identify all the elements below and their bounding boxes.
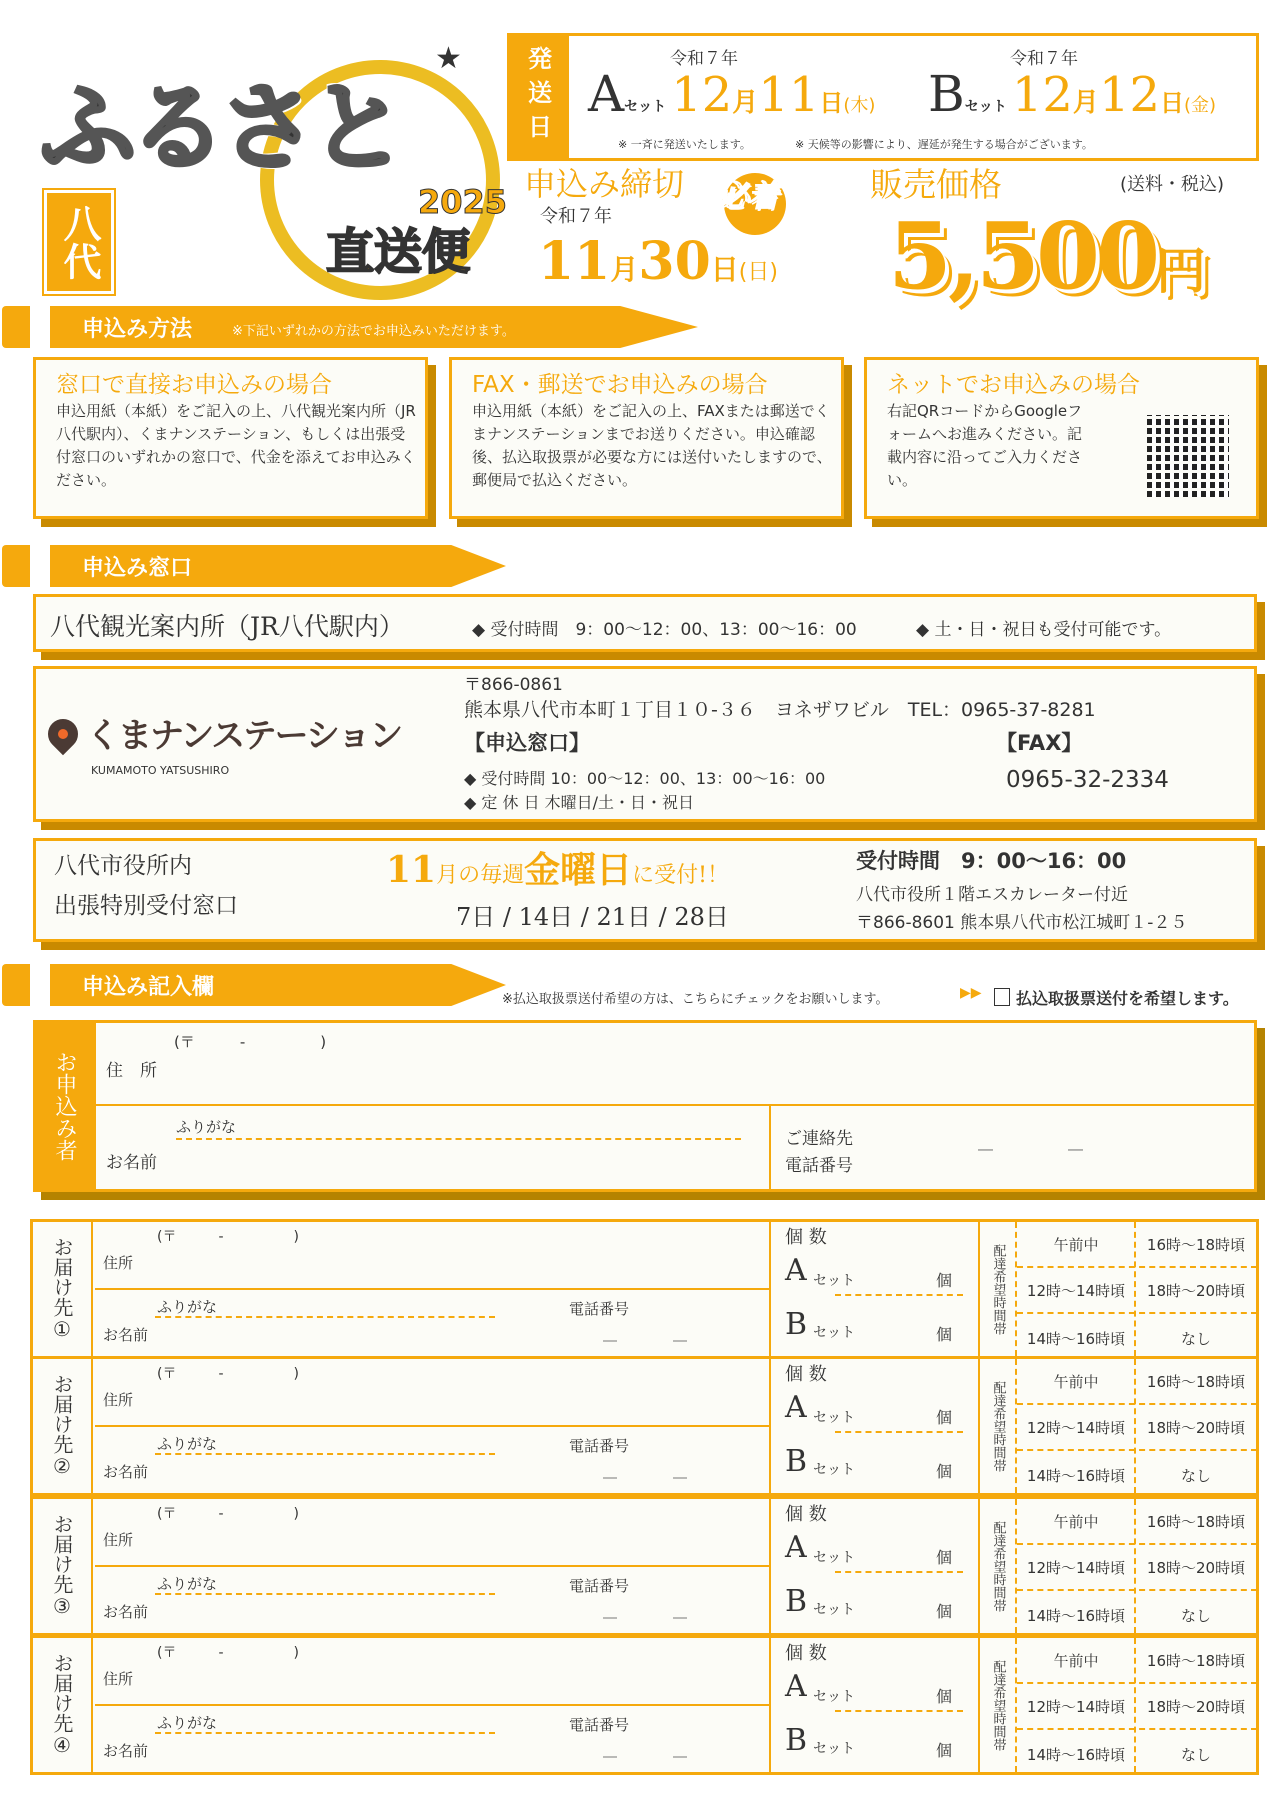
day-unit: 日 [819, 89, 844, 117]
shipping-label-text: 発送日 [523, 46, 552, 148]
quantity-field[interactable] [771, 1638, 978, 1772]
time-option[interactable]: 16時〜18時頃 [1146, 1373, 1246, 1391]
shipping-note-2: ※ 天候等の影響により、遅延が発生する場合がございます。 [795, 138, 1093, 151]
applicant-name-field[interactable] [96, 1106, 771, 1189]
delivery-label-text: お届け先① [50, 1237, 74, 1341]
time-label [980, 1499, 1016, 1633]
count-label: 個 数 [785, 1643, 827, 1664]
delivery-name-field[interactable] [95, 1427, 515, 1495]
deadline-title: 申込み締切 [524, 165, 685, 203]
month: 11 [538, 231, 611, 292]
phone-label: 電話番号 [569, 1577, 630, 1595]
method-body: 申込用紙（本紙）をご記入の上、八代観光案内所（JR八代駅内）、くまナンステーション、もしくは出張受付窓口のいずれかの窓口で、代金を添えてお申込みください。 [56, 402, 416, 489]
section-marker [2, 306, 30, 348]
delivery-address-field[interactable] [95, 1499, 769, 1567]
set-a-suffix: セット [813, 1689, 855, 1705]
city-headline [386, 849, 729, 892]
kumanan-zip: 〒866-0861 [464, 675, 563, 695]
double-arrow-icon: ▶▶ [960, 985, 982, 1001]
dow: (木) [843, 95, 876, 116]
time-option[interactable]: 午前中 [1053, 1652, 1099, 1670]
logo-main: ふるさと [40, 72, 400, 184]
set-a-line [835, 1571, 963, 1573]
set-b-suffix: セット [813, 1325, 855, 1341]
set-b-suffix: セット [813, 1741, 855, 1757]
set-a-letter: A [785, 1669, 807, 1704]
furigana-label: ふりがな [157, 1575, 218, 1593]
contact-label: ご連絡先 [785, 1129, 853, 1149]
dow-text: 金 [1191, 95, 1210, 116]
delivery-label [33, 1638, 93, 1772]
section-form-header [2, 964, 512, 1006]
applicant-address-field[interactable] [96, 1023, 1254, 1106]
price-value: 5,500 [888, 202, 1157, 310]
month-unit: 月 [1072, 88, 1099, 118]
payment-slip-checkbox[interactable] [994, 988, 1010, 1006]
time-label [980, 1222, 1016, 1356]
section-marker [2, 545, 30, 587]
zip-placeholder: (〒 - ) [157, 1229, 299, 1245]
time-option[interactable]: 12時〜14時頃 [1026, 1559, 1126, 1577]
unit-b: 個 [936, 1462, 953, 1481]
shipping-label [507, 33, 569, 161]
time-option[interactable]: 16時〜18時頃 [1146, 1236, 1246, 1254]
zip-placeholder: (〒 - ) [157, 1645, 299, 1661]
jr-name: 八代観光案内所（JR八代駅内） [50, 612, 404, 641]
set-b-letter: B [785, 1723, 808, 1758]
time-option[interactable]: 12時〜14時頃 [1026, 1698, 1126, 1716]
applicant-phone-field[interactable] [773, 1106, 1253, 1189]
section-method-header [2, 306, 702, 348]
set-letter: B [928, 65, 965, 123]
logo [30, 40, 508, 300]
logo-year: 2025 [418, 183, 508, 221]
month-unit: 月 [732, 88, 759, 118]
kumanan-logo: くまナンステーション [86, 716, 402, 756]
furigana-line [155, 1593, 495, 1595]
city-name-1: 八代市役所内 [54, 853, 192, 879]
logo-sub: 直送便 [326, 224, 471, 280]
method-card-fax [449, 357, 844, 519]
delivery-name-field[interactable] [95, 1567, 515, 1635]
shipping-box [507, 33, 1259, 161]
day: 30 [638, 231, 711, 292]
phone-label: 電話番号 [569, 1300, 630, 1318]
delivery-row [30, 1635, 1259, 1775]
divider [1017, 1312, 1257, 1314]
phone-separators: ― ― [603, 1333, 687, 1349]
method-body: 右記QRコードからGoogleフォームへお進みください。記載内容に沿ってご入力ください。 [887, 402, 1083, 489]
section-title: 申込み方法 [82, 317, 193, 342]
delivery-label-text: お届け先② [50, 1374, 74, 1478]
name-label: お名前 [103, 1742, 149, 1760]
name-label: お名前 [106, 1153, 157, 1173]
zip-placeholder: (〒 - ) [157, 1506, 299, 1522]
shipping-a [588, 44, 875, 123]
name-label: お名前 [103, 1603, 149, 1621]
headline-month: 11 [386, 849, 437, 891]
day: 11 [758, 67, 820, 123]
method-title: FAX・郵送でお申込みの場合 [472, 372, 768, 398]
delivery-address-field[interactable] [95, 1638, 769, 1706]
kumanan-window-title: 【申込窓口】 [464, 731, 590, 755]
headline-day: 金曜日 [524, 849, 633, 891]
time-option[interactable]: なし [1180, 1746, 1211, 1764]
delivery-row [30, 1356, 1259, 1496]
kumanan-window [33, 666, 1257, 822]
price-note: (送料・税込) [1120, 174, 1225, 195]
divider [1017, 1682, 1257, 1684]
time-option[interactable]: 18時〜20時頃 [1146, 1698, 1246, 1716]
delivery-label [33, 1222, 93, 1356]
time-label-text: 配達希望時間帯 [990, 1243, 1006, 1335]
method-title: ネットでお申込みの場合 [887, 372, 1140, 398]
dow-text: 木 [850, 95, 869, 116]
section-title: 申込み窓口 [82, 556, 193, 581]
divider [1017, 1449, 1257, 1451]
set-a-suffix: セット [813, 1410, 855, 1426]
delivery-row [30, 1496, 1259, 1636]
set-b-letter: B [785, 1444, 808, 1479]
count-label: 個 数 [785, 1364, 827, 1385]
city-dates: 7日 / 14日 / 21日 / 28日 [456, 903, 729, 931]
star-icon: ★ [435, 41, 462, 76]
delivery-address-field[interactable] [95, 1222, 769, 1290]
quantity-field[interactable] [771, 1359, 978, 1493]
delivery-phone-field[interactable] [515, 1290, 769, 1358]
delivery-phone-field[interactable] [515, 1567, 769, 1635]
divider [1017, 1543, 1257, 1545]
phone-label: 電話番号 [569, 1716, 630, 1734]
payment-slip-checkbox-label[interactable]: 払込取扱票送付を希望します。 [1016, 989, 1239, 1008]
delivery-label-text: お届け先③ [50, 1514, 74, 1618]
section-title: 申込み記入欄 [82, 975, 215, 1000]
month: 12 [1011, 67, 1073, 123]
shipping-b [928, 44, 1216, 123]
delivery-label [33, 1499, 93, 1633]
time-option[interactable]: 午前中 [1053, 1513, 1099, 1531]
delivery-name-field[interactable] [95, 1290, 515, 1358]
time-option[interactable]: 午前中 [1053, 1236, 1099, 1254]
address-label: 住 所 [106, 1061, 157, 1081]
deadline-badge-text: 必着 [718, 179, 778, 214]
set-letter: A [588, 65, 625, 123]
delivery-phone-field[interactable] [515, 1427, 769, 1495]
city-address: 〒866-8601 熊本県八代市松江城町１-２５ [856, 913, 1188, 933]
logo-badge [44, 190, 114, 294]
headline-suffix: に受付!！ [632, 863, 729, 888]
address-label: 住所 [103, 1254, 134, 1272]
set-a-line [835, 1710, 963, 1712]
map-pin-icon [42, 713, 84, 755]
time-option[interactable]: 14時〜16時頃 [1026, 1330, 1126, 1348]
phone-separators: ― ― [603, 1470, 687, 1486]
zip-placeholder: (〒 - ) [174, 1033, 327, 1051]
address-label: 住所 [103, 1670, 134, 1688]
section-note: ※下記いずれかの方法でお申込みいただけます。 [232, 324, 515, 339]
time-option[interactable]: 18時〜20時頃 [1146, 1419, 1246, 1437]
price-unit: 円 [1156, 241, 1207, 300]
time-label [980, 1638, 1016, 1772]
delivery-address-field[interactable] [95, 1359, 769, 1427]
dow-text: 日 [747, 260, 770, 285]
time-option[interactable]: なし [1180, 1467, 1211, 1485]
city-hall-window [33, 838, 1257, 942]
furigana-label: ふりがな [176, 1118, 237, 1136]
deadline-era: 令和７年 [540, 206, 612, 227]
section-window-header [2, 545, 512, 587]
logo-badge-text: 八代 [57, 204, 101, 280]
quantity-field[interactable] [771, 1222, 978, 1356]
set-b-letter: B [785, 1307, 808, 1342]
phone-label: 電話番号 [569, 1437, 630, 1455]
method-card-window [33, 357, 428, 519]
phone-label: 電話番号 [785, 1156, 853, 1176]
price [870, 165, 1260, 310]
time-option[interactable]: なし [1180, 1607, 1211, 1625]
name-label: お名前 [103, 1463, 149, 1481]
delivery-row [30, 1219, 1259, 1359]
set-b-letter: B [785, 1584, 808, 1619]
time-option[interactable]: 12時〜14時頃 [1026, 1419, 1126, 1437]
deadline [524, 165, 844, 298]
era: 令和７年 [1010, 49, 1078, 69]
count-label: 個 数 [785, 1227, 827, 1248]
day: 12 [1098, 67, 1161, 123]
unit-a: 個 [936, 1408, 953, 1427]
phone-separators: ― ― [978, 1140, 1084, 1158]
set-a-suffix: セット [813, 1273, 855, 1289]
city-location: 八代市役所１階エスカレーター付近 [856, 885, 1128, 905]
form-note: ※払込取扱票送付希望の方は、こちらにチェックをお願いします。 [502, 992, 889, 1007]
set-b-suffix: セット [813, 1602, 855, 1618]
method-title: 窓口で直接お申込みの場合 [56, 372, 332, 398]
unit-a: 個 [936, 1687, 953, 1706]
city-hours: 受付時間 9：00〜16：00 [856, 849, 1127, 873]
set-a-suffix: セット [813, 1550, 855, 1566]
divider [1017, 1403, 1257, 1405]
jr-hours: ◆ 受付時間 9：00〜12：00、13：00〜16：00 [472, 620, 857, 640]
price-title: 販売価格 [870, 165, 1002, 204]
applicant-label [33, 1020, 96, 1192]
count-label: 個 数 [785, 1504, 827, 1525]
city-name-2: 出張特別受付窓口 [54, 893, 238, 919]
furigana-line [155, 1453, 495, 1455]
name-label: お名前 [103, 1326, 149, 1344]
dow: (日) [738, 260, 778, 285]
phone-separators: ― ― [603, 1749, 687, 1765]
unit-a: 個 [936, 1548, 953, 1567]
furigana-label: ふりがな [157, 1714, 218, 1732]
time-label-text: 配達希望時間帯 [990, 1380, 1006, 1472]
time-option[interactable]: 18時〜20時頃 [1146, 1282, 1246, 1300]
divider [1017, 1589, 1257, 1591]
month: 12 [671, 67, 733, 123]
delivery-name-field[interactable] [95, 1706, 515, 1774]
address-label: 住所 [103, 1531, 134, 1549]
set-a-letter: A [785, 1253, 807, 1288]
set-a-letter: A [785, 1530, 807, 1565]
applicant-box [33, 1020, 1257, 1192]
time-label [980, 1359, 1016, 1493]
delivery-label-text: お届け先④ [50, 1653, 74, 1757]
kumanan-closed: ◆ 定 休 日 木曜日/土・日・祝日 [464, 793, 695, 812]
shipping-note-1: ※ 一斉に発送いたします。 [618, 138, 751, 151]
time-option[interactable]: 14時〜16時頃 [1026, 1746, 1126, 1764]
time-option[interactable]: 16時〜18時頃 [1146, 1652, 1246, 1670]
furigana-line [176, 1138, 741, 1140]
fax-title: 【FAX】 [996, 731, 1083, 755]
month-unit: 月 [610, 253, 639, 286]
dow: (金) [1184, 95, 1217, 116]
divider [1017, 1728, 1257, 1730]
time-option[interactable]: 14時〜16時頃 [1026, 1467, 1126, 1485]
kumanan-address: 熊本県八代市本町１丁目１０-３６ ヨネザワビル TEL：0965-37-8281 [464, 699, 1096, 721]
set-b-suffix: セット [813, 1462, 855, 1478]
era: 令和７年 [670, 49, 738, 69]
kumanan-hours: ◆ 受付時間 10：00〜12：00、13：00〜16：00 [464, 769, 826, 788]
unit-b: 個 [936, 1325, 953, 1344]
deadline-date [538, 231, 778, 292]
time-label-text: 配達希望時間帯 [990, 1520, 1006, 1612]
address-label: 住所 [103, 1391, 134, 1409]
jr-note: ◆ 土・日・祝日も受付可能です。 [916, 620, 1172, 640]
time-label-text: 配達希望時間帯 [990, 1659, 1006, 1751]
time-option[interactable]: なし [1180, 1330, 1211, 1348]
phone-separators: ― ― [603, 1610, 687, 1626]
day-unit: 日 [1160, 89, 1185, 117]
set-a-line [835, 1294, 963, 1296]
delivery-phone-field[interactable] [515, 1706, 769, 1774]
delivery-label [33, 1359, 93, 1493]
furigana-label: ふりがな [157, 1435, 218, 1453]
time-option[interactable]: 午前中 [1053, 1373, 1099, 1391]
quantity-field[interactable] [771, 1499, 978, 1633]
time-option[interactable]: 16時〜18時頃 [1146, 1513, 1246, 1531]
unit-b: 個 [936, 1602, 953, 1621]
furigana-line [155, 1316, 495, 1318]
headline-text: 月の毎週 [436, 863, 525, 888]
set-suffix: セット [624, 99, 667, 115]
time-option[interactable]: 14時〜16時頃 [1026, 1607, 1126, 1625]
divider [1017, 1266, 1257, 1268]
furigana-label: ふりがな [157, 1298, 218, 1316]
set-a-line [835, 1431, 963, 1433]
jr-window [33, 594, 1257, 652]
applicant-label-text: お申込み者 [52, 1051, 77, 1161]
set-suffix: セット [964, 99, 1007, 115]
time-option[interactable]: 12時〜14時頃 [1026, 1282, 1126, 1300]
method-card-net [864, 357, 1259, 519]
fax-number: 0965-32-2334 [1006, 767, 1169, 793]
zip-placeholder: (〒 - ) [157, 1366, 299, 1382]
method-body: 申込用紙（本紙）をご記入の上、FAXまたは郵送でくまナンステーションまでお送りください。申込確認後、払込取扱票が必要な方には送付いたしますので、郵便局で払込ください。 [472, 402, 832, 489]
kumanan-logo-sub: KUMAMOTO YATSUSHIRO [91, 764, 230, 777]
day-unit: 日 [710, 253, 739, 286]
price-amount [888, 202, 1207, 310]
section-marker [2, 964, 30, 1006]
set-a-letter: A [785, 1390, 807, 1425]
qr-code-icon[interactable] [1147, 415, 1229, 497]
furigana-line [155, 1732, 495, 1734]
time-option[interactable]: 18時〜20時頃 [1146, 1559, 1246, 1577]
unit-a: 個 [936, 1271, 953, 1290]
unit-b: 個 [936, 1741, 953, 1760]
